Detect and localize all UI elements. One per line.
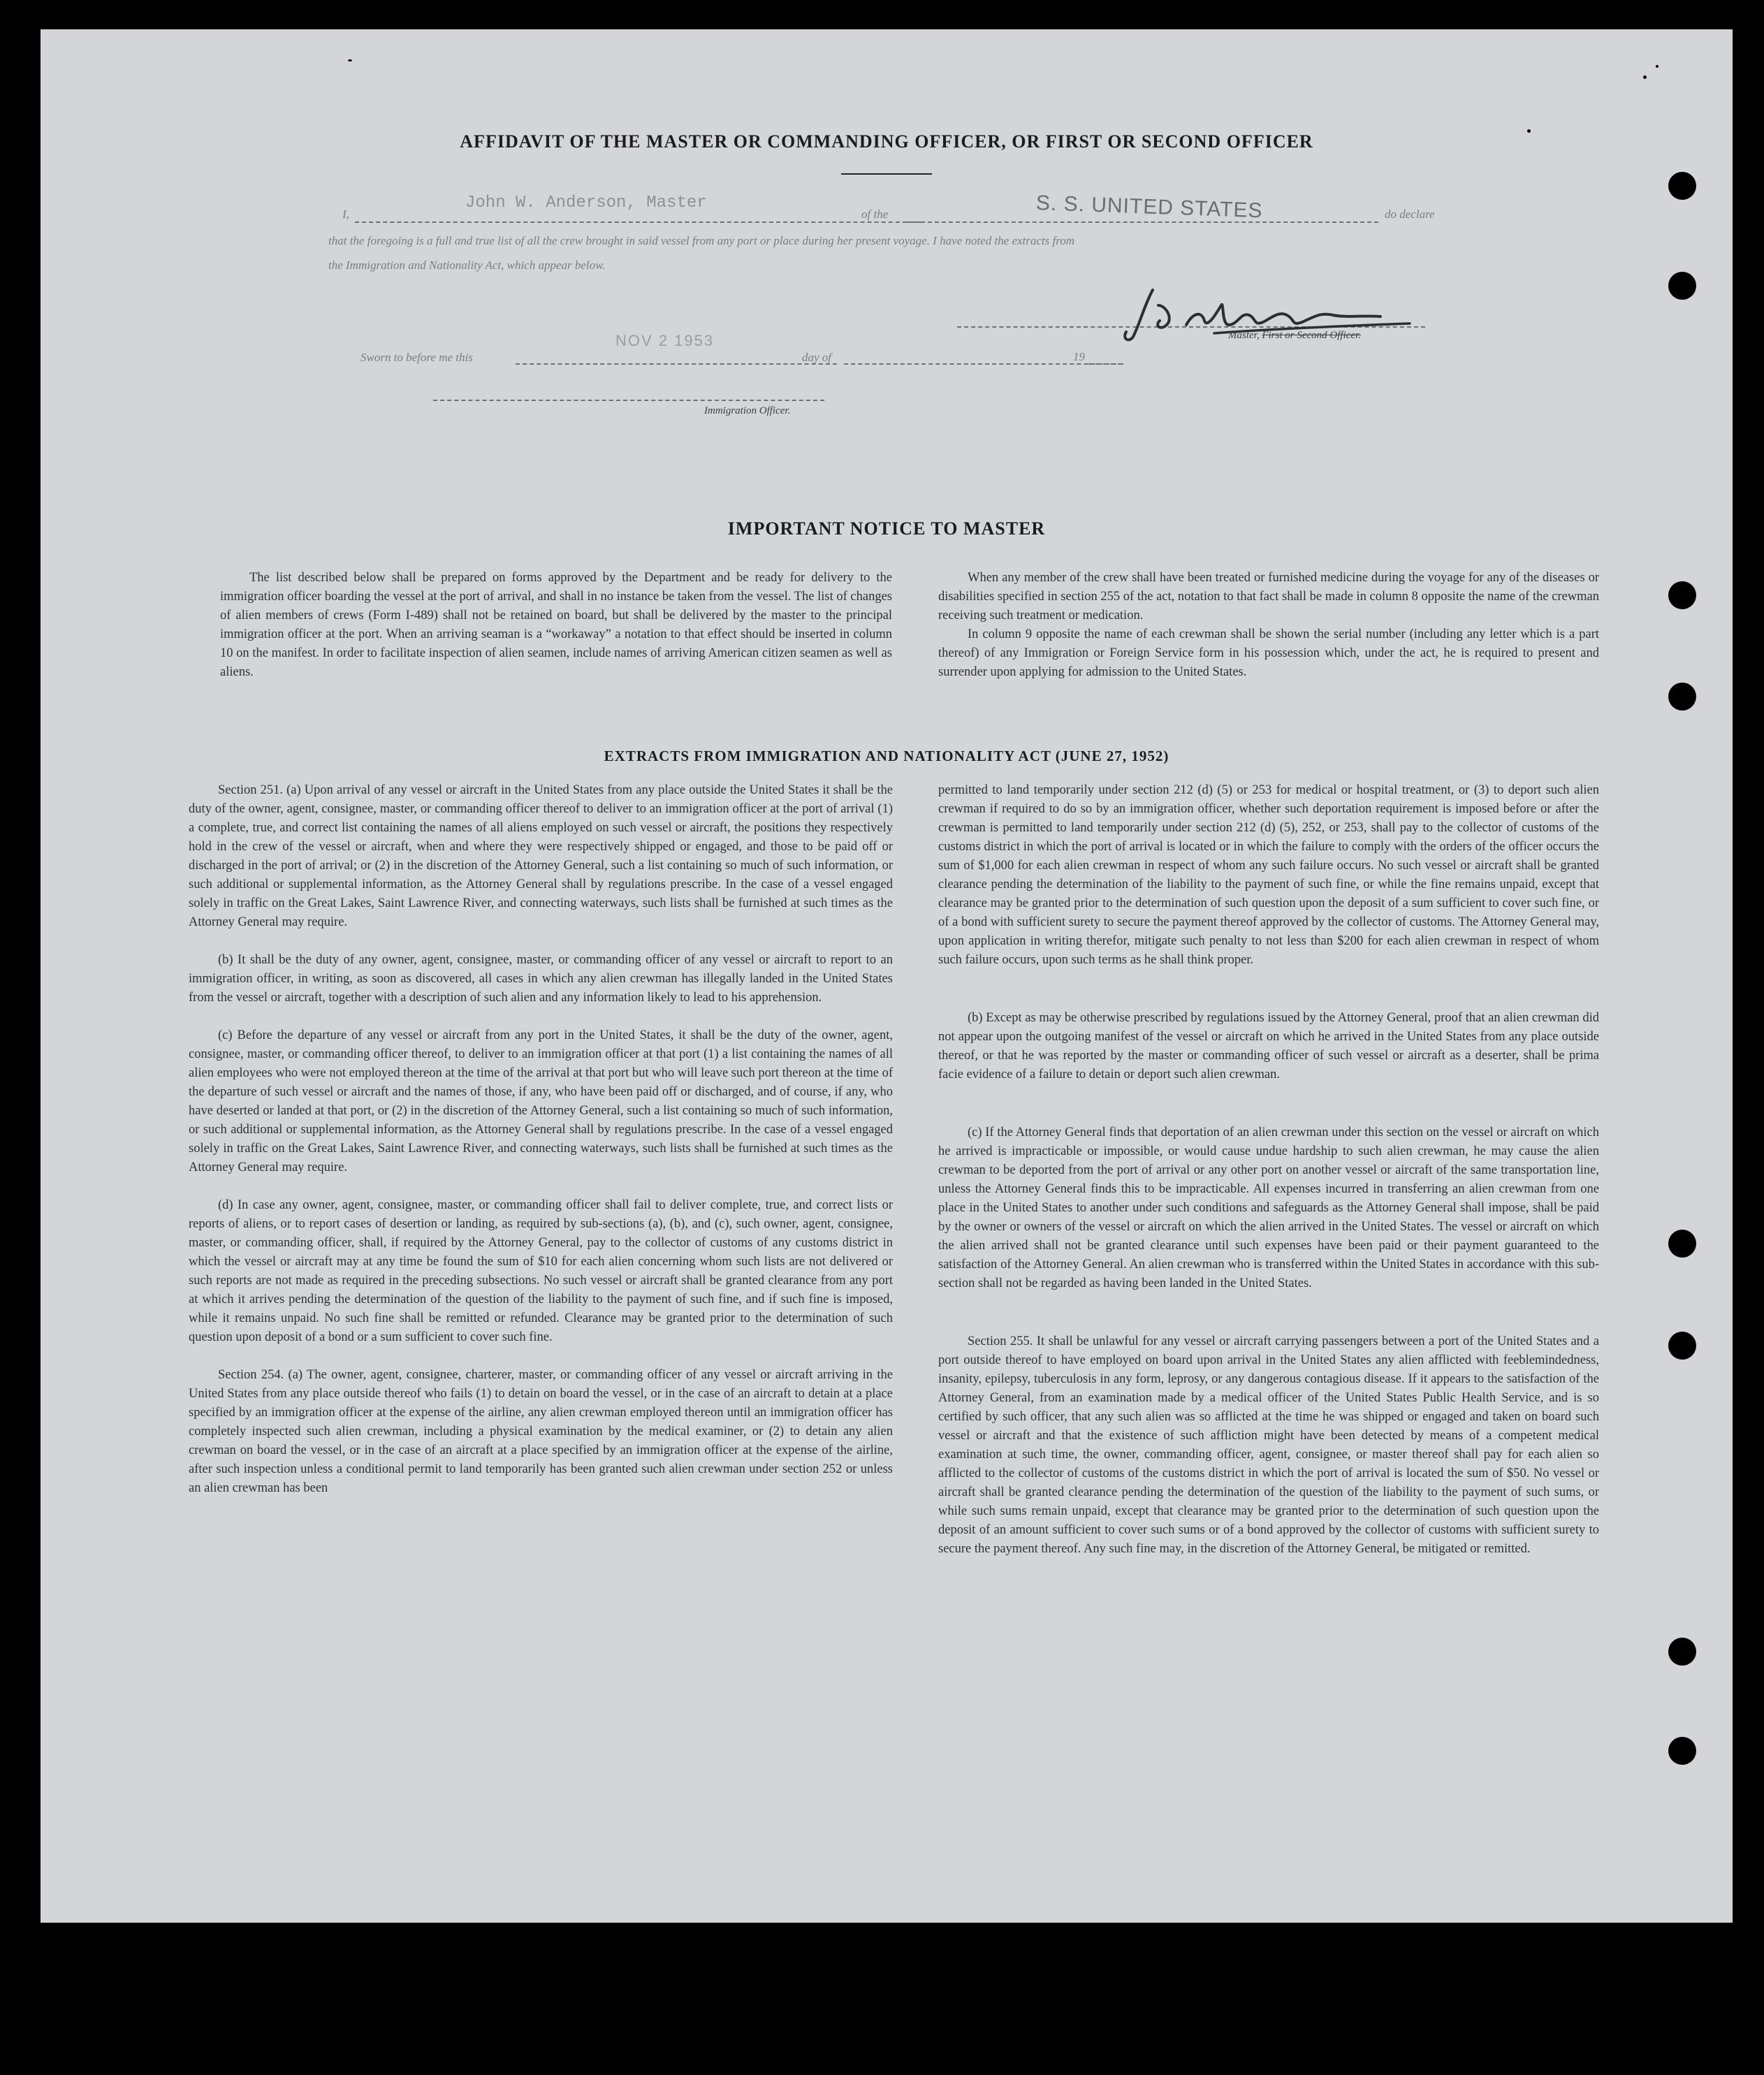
- binder-hole: [1668, 1737, 1696, 1765]
- signer-caption-struck: First or Second Officer.: [1262, 330, 1361, 341]
- ship-line: [907, 221, 1378, 223]
- extracts-left-column: [189, 781, 893, 1517]
- sworn-label: Sworn to before me this: [360, 351, 473, 364]
- sworn-date-stamp: NOV 2 1953: [615, 332, 715, 349]
- name-line: [355, 221, 921, 223]
- ship-name: S. S. UNITED STATES: [1035, 191, 1264, 223]
- typed-master-name: John W. Anderson, Master: [465, 194, 707, 212]
- scan-speck: [1656, 65, 1659, 68]
- extracts-title: EXTRACTS FROM IMMIGRATION AND NATIONALITY ACT (JUNE 27, 1952): [604, 748, 1169, 764]
- immigration-officer-line: [433, 400, 824, 401]
- scan-speck: [348, 59, 352, 61]
- notice-right-paragraph-2: In column 9 opposite the name of each crewman shall be shown the serial number (including any letter which is a part thereof) of any Immigration or Foreign Service form in his possession which, under the act, he is required to present and surrender upon applying for admission to the United States.: [938, 627, 1599, 679]
- do-declare-label: do declare: [1385, 208, 1435, 221]
- signer-caption: [1228, 330, 1361, 342]
- extracts-right-column: [938, 781, 1599, 1578]
- section-251-c: (c) Before the departure of any vessel or aircraft from any port in the United States, it shall be the duty of the owner, agent, consignee, master, or commanding officer thereof, to deliver to an immigration officer at that port (1) a list containing the names of all alien employees who were not employed thereon at the time of the arrival at that port but who will leave such port thereon at the time of the departure of such vessel or aircraft and the names of those, if any, who have been paid off or discharged, and of course, if any, who have deserted or landed at that port, or (2) in the discretion of the Attorney General, such a list containing so much of such information, or such additional or supplemental information, as the Attorney General shall by regulations prescribe. In the case of a vessel engaged solely in traffic on the Great Lakes, Saint Lawrence River, and connecting waterways, such lists shall be furnished at such times as the Attorney General may require.: [189, 1028, 893, 1174]
- signature-alt-text: J W Anderson: [1116, 284, 1121, 285]
- binder-hole: [1668, 272, 1696, 300]
- section-251-a: Section 251. (a) Upon arrival of any vessel or aircraft in the United States from any place outside the United States it shall be the duty of the owner, agent, consignee, master, or commanding officer thereof to deliver to an immigration officer at the port of arrival (1) a complete, true, and correct list containing the names of all aliens employed on such vessel or aircraft, the positions they respectively hold in the crew of the vessel or aircraft, when and where they were respectively shipped or engaged, and those to be paid off or discharged in the port of arrival; or (2) in the discretion of the Attorney General, such a list containing so much of such information, or such additional or supplemental information, as the Attorney General shall by regulations prescribe. In the case of a vessel engaged solely in traffic on the Great Lakes, Saint Lawrence River, and connecting waterways, such lists shall be furnished at such times as the Attorney General may require.: [189, 783, 893, 929]
- year-line: [1088, 363, 1122, 365]
- notice-left-paragraph: The list described below shall be prepared on forms approved by the Department and be ready for delivery to the immigration officer boarding the vessel at the port of arrival, and shall in no instance be taken from the vessel. The list of changes of alien members of crews (Form I-489) shall not be retained on board, but shall be delivered by the master to the principal immigration officer at the port. When an arriving seaman is a “workaway” a notation to that effect should be inserted in column 10 on the manifest. In order to facilitate inspection of alien seamen, include names of arriving American citizen seamen as well as aliens.: [220, 571, 892, 679]
- signer-caption-master: Master,: [1228, 330, 1260, 341]
- binder-hole: [1668, 581, 1696, 609]
- day-of-label: day of: [802, 351, 832, 364]
- notice-right-paragraph-1: When any member of the crew shall have been treated or furnished medicine during the voyage for any of the diseases or disabilities specified in section 255 of the act, notation to that fact shall be made in column 8 opposite the name of the crewman receiving such treatment or medication.: [938, 571, 1599, 622]
- section-251-b: (b) It shall be the duty of any owner, agent, consignee, master, or commanding officer of any vessel or aircraft to report to an immigration officer, in writing, as soon as discovered, all cases in which any alien crewman has illegally landed in the United States from the vessel or aircraft, together with a description of such alien and any information likely to lead to his apprehension.: [189, 953, 893, 1005]
- sworn-day-line: [516, 363, 837, 365]
- immigration-officer-caption: Immigration Officer.: [704, 405, 791, 416]
- affidavit-title: AFFIDAVIT OF THE MASTER OR COMMANDING OFFICER, OR FIRST OR SECOND OFFICER: [460, 131, 1313, 152]
- binder-hole: [1668, 172, 1696, 200]
- notice-title: IMPORTANT NOTICE TO MASTER: [727, 518, 1046, 539]
- notice-right-column: [938, 569, 1599, 682]
- binder-hole: [1668, 1230, 1696, 1258]
- section-254-a-continued: permitted to land temporarily under section 212 (d) (5) or 253 for medical or hospital treatment, or (3) to deport such alien crewman if required to do so by an immigration officer, whether such deportation requirement is imposed before or after the crewman is permitted to land temporarily under section 212 (d) (5), 252, or 253, shall pay to the collector of customs of the customs district in which the port of arrival is located or in which the failure to comply with the orders of the officer occurs the sum of $1,000 for each alien crewman in respect of whom any such failure occurs. No such vessel or aircraft shall be granted clearance pending the determination of the liability to the payment of such fine, or while the fine remains unpaid, except that clearance may be granted prior to the determination of such question upon the deposit of a sum sufficient to cover such fine, or of a bond with sufficient surety to secure the payment thereof approved by the collector of customs. The Attorney General may, upon application in writing therefor, mitigate such penalty to not less than $200 for each alien crewman in respect of whom such failure occurs, upon such terms as he shall think proper.: [938, 783, 1599, 967]
- notice-left-column: [220, 569, 892, 701]
- section-251-d: (d) In case any owner, agent, consignee, master, or commanding officer shall fail to deliver complete, true, and correct lists or reports of aliens, or to report cases of desertion or landing, as required by sub-sections (a), (b), and (c), such owner, agent, consignee, master, or commanding officer, shall, if required by the Attorney General, pay to the collector of customs of any customs district in which the vessel or aircraft may at any time be found the sum of $10 for each alien concerning whom such lists are not delivered or such reports are not made as required in the preceding subsections. No such vessel or aircraft shall be granted clearance from any port at which it arrives pending the determination of the question of the liability to the payment of such fine, and if such fine is imposed, while it remains unpaid. No such fine shall be remitted or refunded. Clearance may be granted prior to the determination of such question upon deposit of a bond or a sum sufficient to cover such fine.: [189, 1198, 893, 1344]
- declaration-line-1: that the foregoing is a full and true list of all the crew brought in said vessel from any port or place during her present voyage. I have noted the extracts from: [328, 234, 1075, 247]
- affidavit-prefix: I,: [342, 208, 349, 221]
- binder-hole: [1668, 1638, 1696, 1666]
- of-the-label: of the: [861, 208, 889, 221]
- binder-hole: [1668, 1332, 1696, 1360]
- document-page: [41, 29, 1733, 1923]
- section-254-a: Section 254. (a) The owner, agent, consignee, charterer, master, or commanding officer of any vessel or aircraft arriving in the United States from any place outside thereof who fails (1) to detain on board the vessel, or in the case of an aircraft to detain at a place specified by an immigration officer at the expense of the airline, any alien crewman employed thereon until an immigration officer has completely inspected such alien crewman, including a physical examination by the medical examiner, or (2) to detain any alien crewman on board the vessel, or in the case of an aircraft at a place specified by an immigration officer at the expense of the airline, after such inspection unless a conditional permit to land temporarily has been granted such alien crewman under section 252 or unless an alien crewman has been: [189, 1368, 893, 1495]
- section-255: Section 255. It shall be unlawful for any vessel or aircraft carrying passengers between a port of the United States and a port outside thereof to have employed on board upon arrival in the United States any alien afflicted with feeblemindedness, insanity, epilepsy, tuberculosis in any form, leprosy, or any dangerous contagious disease. If it appears to the satisfaction of the Attorney General, from an examination made by a medical officer of the United States Public Health Service, and is so certified by such officer, that any such alien was so afflicted at the time he was shipped or engaged and taken on board such vessel or aircraft and that the existence of such affliction might have been detected by means of a competent medical examination at such time, the owner, commanding officer, agent, consignee, or master thereof shall pay for each alien so afflicted to the collector of customs of the customs district in which the port of arrival is located the sum of $50. No vessel or aircraft shall be granted clearance pending the determination of the question of the liability to the payment of such sums, or while such sums remain unpaid, except that clearance may be granted prior to the determination of such question upon the deposit of an amount sufficient to cover such sums or of a bond approved by the collector of customs with sufficient surety to secure the payment thereof. Any such fine may, in the discretion of the Attorney General, be mitigated or remitted.: [938, 1334, 1599, 1556]
- declaration-line-2: the Immigration and Nationality Act, which appear below.: [328, 259, 606, 272]
- scan-speck: [1643, 75, 1647, 79]
- year-prefix: 19: [1073, 350, 1085, 363]
- section-254-b: (b) Except as may be otherwise prescribed by regulations issued by the Attorney General, proof that an alien crewman did not appear upon the outgoing manifest of the vessel or aircraft on which he arrived in the United States from any place outside thereof, or that he was reported by the master or commanding officer of such vessel or aircraft as a deserter, shall be prima facie evidence of a failure to detain or deport such alien crewman.: [938, 1011, 1599, 1082]
- section-254-c: (c) If the Attorney General finds that deportation of an alien crewman under this section on the vessel or aircraft on which he arrived is impracticable or impossible, or would cause undue hardship to such alien crewman, he may cause the alien crewman to be deported from the port of arrival or any other port on another vessel or aircraft of the same transportation line, unless the Attorney General finds this to be impracticable. All expenses incurred in transferring an alien crewman from one place in the United States to another under such conditions and safeguards as the Attorney General shall impose, shall be paid by the owner or owners of the vessel or aircraft on which the alien arrived in the United States. The vessel or aircraft on which the alien arrived shall not be granted clearance until such expenses have been paid or their payment guaranteed to the satisfaction of the Attorney General. An alien crewman who is transferred within the United States in accordance with this sub-section shall not be regarded as having been landed in the United States.: [938, 1126, 1599, 1290]
- title-rule: [841, 173, 932, 175]
- binder-hole: [1668, 683, 1696, 711]
